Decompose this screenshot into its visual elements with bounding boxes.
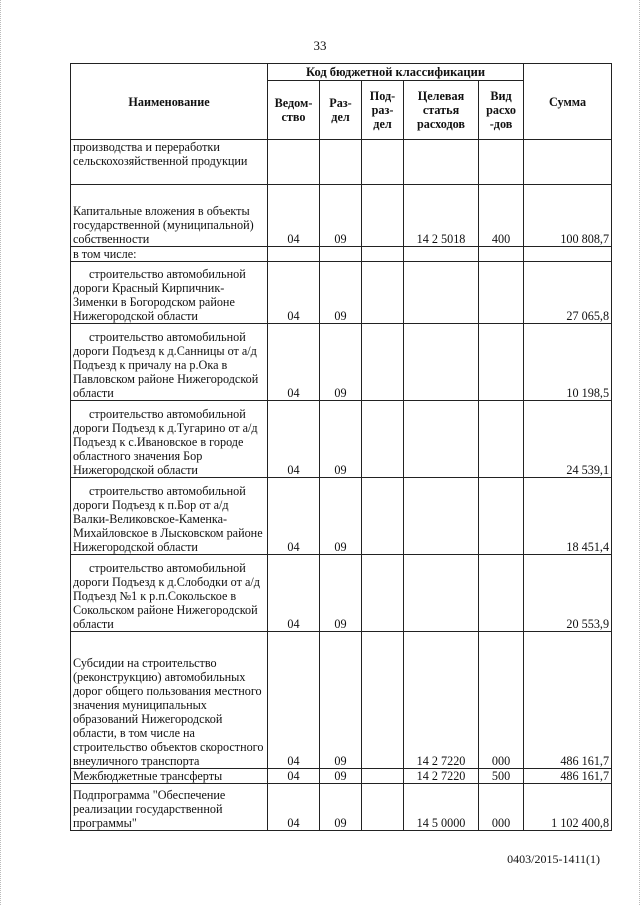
row-ved: 04	[268, 632, 320, 769]
row-razdel: 09	[320, 555, 362, 632]
row-summa: 486 161,7	[524, 632, 612, 769]
row-ved	[268, 247, 320, 262]
row-statya	[404, 401, 479, 478]
row-summa: 10 198,5	[524, 324, 612, 401]
row-name: строительство автомобильной дороги Подъезд к д.Санницы от а/д Подъезд к причалу на р.Ока в Павловском районе Нижегородской области	[71, 324, 268, 401]
row-statya	[404, 478, 479, 555]
scan-edge-left	[0, 0, 4, 905]
row-ved: 04	[268, 769, 320, 784]
row-name: производства и переработки сельскохозяйственной продукции	[71, 140, 268, 185]
row-summa	[524, 140, 612, 185]
row-podrazdel	[362, 769, 404, 784]
row-statya: 14 2 5018	[404, 185, 479, 247]
row-vid	[479, 247, 524, 262]
table-row	[71, 632, 612, 769]
row-vid	[479, 140, 524, 185]
header-razdel: Раз-дел	[320, 81, 362, 140]
header-podrazdel: Под-раз-дел	[362, 81, 404, 140]
row-name: строительство автомобильной дороги Подъезд к п.Бор от а/д Валки-Великовское-Каменка-Михайловское в Лысковском районе Нижегородской области	[71, 478, 268, 555]
row-podrazdel	[362, 247, 404, 262]
row-statya	[404, 247, 479, 262]
table-row	[71, 140, 612, 185]
row-summa: 18 451,4	[524, 478, 612, 555]
scan-edge-right	[636, 0, 640, 905]
row-statya: 14 2 7220	[404, 632, 479, 769]
row-razdel: 09	[320, 324, 362, 401]
row-summa	[524, 247, 612, 262]
row-statya	[404, 140, 479, 185]
row-name: строительство автомобильной дороги Подъезд к д.Слободки от а/д Подъезд №1 к р.п.Сокольское в Сокольском районе Нижегородской области	[71, 555, 268, 632]
row-summa: 20 553,9	[524, 555, 612, 632]
row-ved: 04	[268, 401, 320, 478]
row-vid	[479, 555, 524, 632]
row-ved: 04	[268, 324, 320, 401]
row-ved: 04	[268, 555, 320, 632]
header-vid-raskhodov: Вид расхо -дов	[479, 81, 524, 140]
row-vid	[479, 262, 524, 324]
row-summa: 100 808,7	[524, 185, 612, 247]
row-razdel	[320, 140, 362, 185]
row-vid	[479, 478, 524, 555]
row-name: строительство автомобильной дороги Подъезд к д.Тугарино от а/д Подъезд к с.Ивановское в городе областного значения Бор Нижегородской области	[71, 401, 268, 478]
row-ved: 04	[268, 185, 320, 247]
row-vid	[479, 401, 524, 478]
row-razdel	[320, 247, 362, 262]
header-summa: Сумма	[524, 64, 612, 140]
row-razdel: 09	[320, 784, 362, 831]
row-summa: 1 102 400,8	[524, 784, 612, 831]
row-ved: 04	[268, 784, 320, 831]
row-statya	[404, 555, 479, 632]
row-name: Межбюджетные трансферты	[71, 769, 268, 784]
row-vid: 000	[479, 632, 524, 769]
table-row	[71, 185, 612, 247]
row-razdel: 09	[320, 769, 362, 784]
row-name: Капитальные вложения в объекты государственной (муниципальной) собственности	[71, 185, 268, 247]
row-podrazdel	[362, 401, 404, 478]
header-name: Наименование	[71, 64, 268, 140]
row-name: Субсидии на строительство (реконструкцию) автомобильных дорог общего пользования местного значения муниципальных образований Нижегородской области, в том числе на строительство объектов скоростного внеуличного транспорта	[71, 632, 268, 769]
row-name: строительство автомобильной дороги Красный Кирпичник-Зименки в Богородском районе Нижегородской области	[71, 262, 268, 324]
row-razdel: 09	[320, 185, 362, 247]
row-vid: 400	[479, 185, 524, 247]
table-row	[71, 478, 612, 555]
row-vid	[479, 324, 524, 401]
row-razdel: 09	[320, 632, 362, 769]
table-row	[71, 401, 612, 478]
row-ved	[268, 140, 320, 185]
row-podrazdel	[362, 185, 404, 247]
document-code: 0403/2015-1411(1)	[507, 852, 600, 866]
table-row	[71, 262, 612, 324]
row-podrazdel	[362, 262, 404, 324]
header-classification-group: Код бюджетной классификации	[268, 64, 524, 81]
table-row	[71, 555, 612, 632]
row-summa: 24 539,1	[524, 401, 612, 478]
row-podrazdel	[362, 632, 404, 769]
row-vid: 500	[479, 769, 524, 784]
row-statya	[404, 324, 479, 401]
row-podrazdel	[362, 784, 404, 831]
row-statya	[404, 262, 479, 324]
row-razdel: 09	[320, 262, 362, 324]
row-podrazdel	[362, 324, 404, 401]
row-summa: 27 065,8	[524, 262, 612, 324]
table-row	[71, 247, 612, 262]
table-row	[71, 324, 612, 401]
table-row	[71, 769, 612, 784]
table-row	[71, 784, 612, 831]
row-name: Подпрограмма "Обеспечение реализации государственной программы"	[71, 784, 268, 831]
row-statya: 14 5 0000	[404, 784, 479, 831]
row-podrazdel	[362, 140, 404, 185]
header-vedomstvo: Ведом-ство	[268, 81, 320, 140]
row-statya: 14 2 7220	[404, 769, 479, 784]
row-razdel: 09	[320, 401, 362, 478]
row-razdel: 09	[320, 478, 362, 555]
row-podrazdel	[362, 555, 404, 632]
row-podrazdel	[362, 478, 404, 555]
page-number: 33	[313, 38, 327, 53]
header-tselevaya-statya: Целевая статья расходов	[404, 81, 479, 140]
row-summa: 486 161,7	[524, 769, 612, 784]
row-vid: 000	[479, 784, 524, 831]
row-ved: 04	[268, 478, 320, 555]
row-ved: 04	[268, 262, 320, 324]
row-name: в том числе:	[71, 247, 268, 262]
budget-table	[70, 63, 612, 831]
